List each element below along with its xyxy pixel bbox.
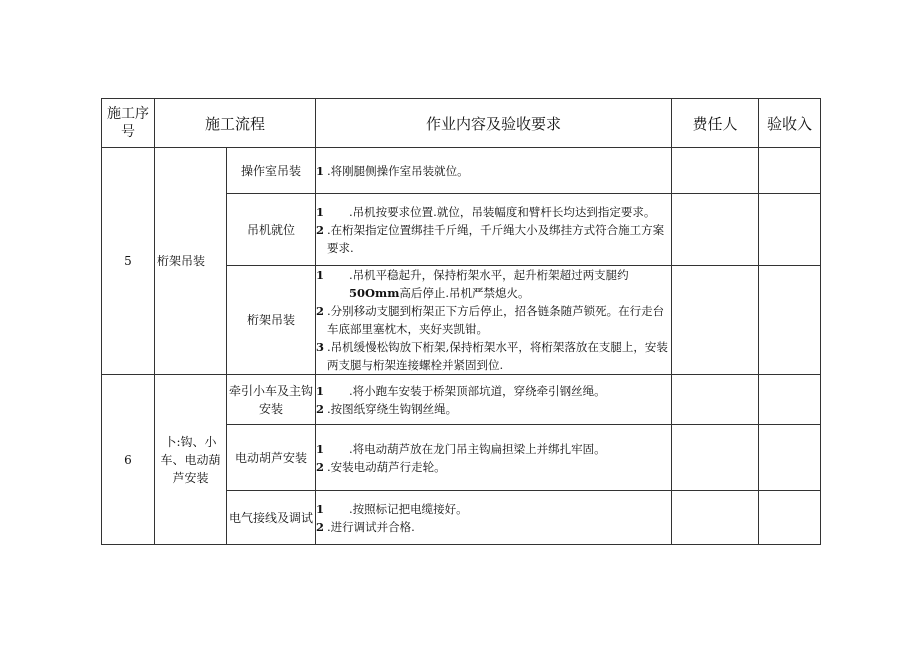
seq-number: 6 — [102, 375, 155, 545]
item-number: 3 — [316, 340, 325, 354]
header-acceptor: 验收入 — [759, 99, 821, 148]
responsible-cell — [672, 425, 759, 491]
item-number: 2 — [316, 401, 325, 416]
item-text-part: 高后停止.吊机严禁熄火。 — [399, 286, 530, 300]
item-text: .吊机缓慢松钩放下桁架,保持桁架水平，将桁架落放在支腿上，安装两支腿与桁架连接螺栓并紧固到位. — [327, 340, 668, 372]
item-text: .将刚腿侧操作室吊装就位。 — [327, 163, 469, 178]
header-responsible: 费任人 — [672, 99, 759, 148]
process-name: 卜:钩、小车、电动葫芦安装 — [155, 375, 227, 545]
item-text: .按照标记把电缆接好。 — [349, 501, 468, 516]
responsible-cell — [672, 266, 759, 375]
sub-step: 电气接线及调试 — [227, 491, 316, 545]
step-content — [316, 491, 672, 545]
item-number: 1 — [316, 204, 325, 219]
sub-step: 牵引小车及主钩安装 — [227, 375, 316, 425]
responsible-cell — [672, 194, 759, 266]
item-text: .将电动葫芦放在龙门吊主钩扁担梁上并绑扎牢固。 — [349, 441, 606, 456]
sub-step: 操作室吊装 — [227, 148, 316, 194]
step-content — [316, 425, 672, 491]
acceptor-cell — [759, 194, 821, 266]
item-text: .在桁架指定位置绑挂千斤绳，千斤绳大小及绑挂方式符合施工方案要求. — [327, 222, 665, 255]
item-number: 1 — [316, 501, 325, 516]
item-text: .进行调试并合格. — [327, 519, 415, 534]
sub-step: 吊机就位 — [227, 194, 316, 266]
sub-step: 电动胡芦安装 — [227, 425, 316, 491]
item-number: 1 — [316, 268, 325, 282]
item-text: .吊机按要求位置.就位，吊装幅度和臂杆长均达到指定要求。 — [349, 204, 656, 219]
item-text: .按图纸穿绕生钩钢丝绳。 — [327, 401, 458, 416]
responsible-cell — [672, 491, 759, 545]
acceptor-cell — [759, 425, 821, 491]
header-seq: 施工序号 — [102, 99, 155, 148]
item-number: 2 — [316, 459, 325, 474]
acceptor-cell — [759, 148, 821, 194]
acceptor-cell — [759, 491, 821, 545]
item-text-bold: 50Omm — [349, 286, 400, 300]
acceptor-cell — [759, 375, 821, 425]
process-name: 桁架吊装 — [155, 148, 227, 375]
item-number: 2 — [316, 519, 325, 534]
sub-step: 桁架吊装 — [227, 266, 316, 375]
seq-number: 5 — [102, 148, 155, 375]
item-number: 1 — [316, 383, 325, 398]
header-row — [102, 99, 821, 148]
item-number: 2 — [316, 304, 325, 318]
item-text — [349, 266, 671, 302]
table-row — [102, 375, 821, 425]
construction-table — [101, 98, 821, 545]
item-text: .分别移动支腿到桁架正下方后停止，招各链条随芦锁死。在行走台车底部里塞枕木，夹好夹凯钳。 — [327, 304, 665, 336]
header-process: 施工流程 — [155, 99, 316, 148]
item-text: .将小跑车安装于桥架顶部坑道，穿绕牵引钢丝绳。 — [349, 383, 606, 398]
item-text: .安装电动葫芦行走轮。 — [327, 459, 446, 474]
step-content — [316, 148, 672, 194]
table-row — [102, 148, 821, 194]
step-content — [316, 266, 672, 375]
item-number: 2 — [316, 222, 325, 237]
responsible-cell — [672, 148, 759, 194]
step-content — [316, 194, 672, 266]
responsible-cell — [672, 375, 759, 425]
acceptor-cell — [759, 266, 821, 375]
header-content: 作业内容及验收要求 — [316, 99, 672, 148]
item-number: 1 — [316, 441, 325, 456]
step-content — [316, 375, 672, 425]
item-text-part: .吊机平稳起升，保持桁架水平，起升桁架超过两支腿约 — [349, 268, 629, 282]
item-number: 1 — [316, 163, 325, 178]
